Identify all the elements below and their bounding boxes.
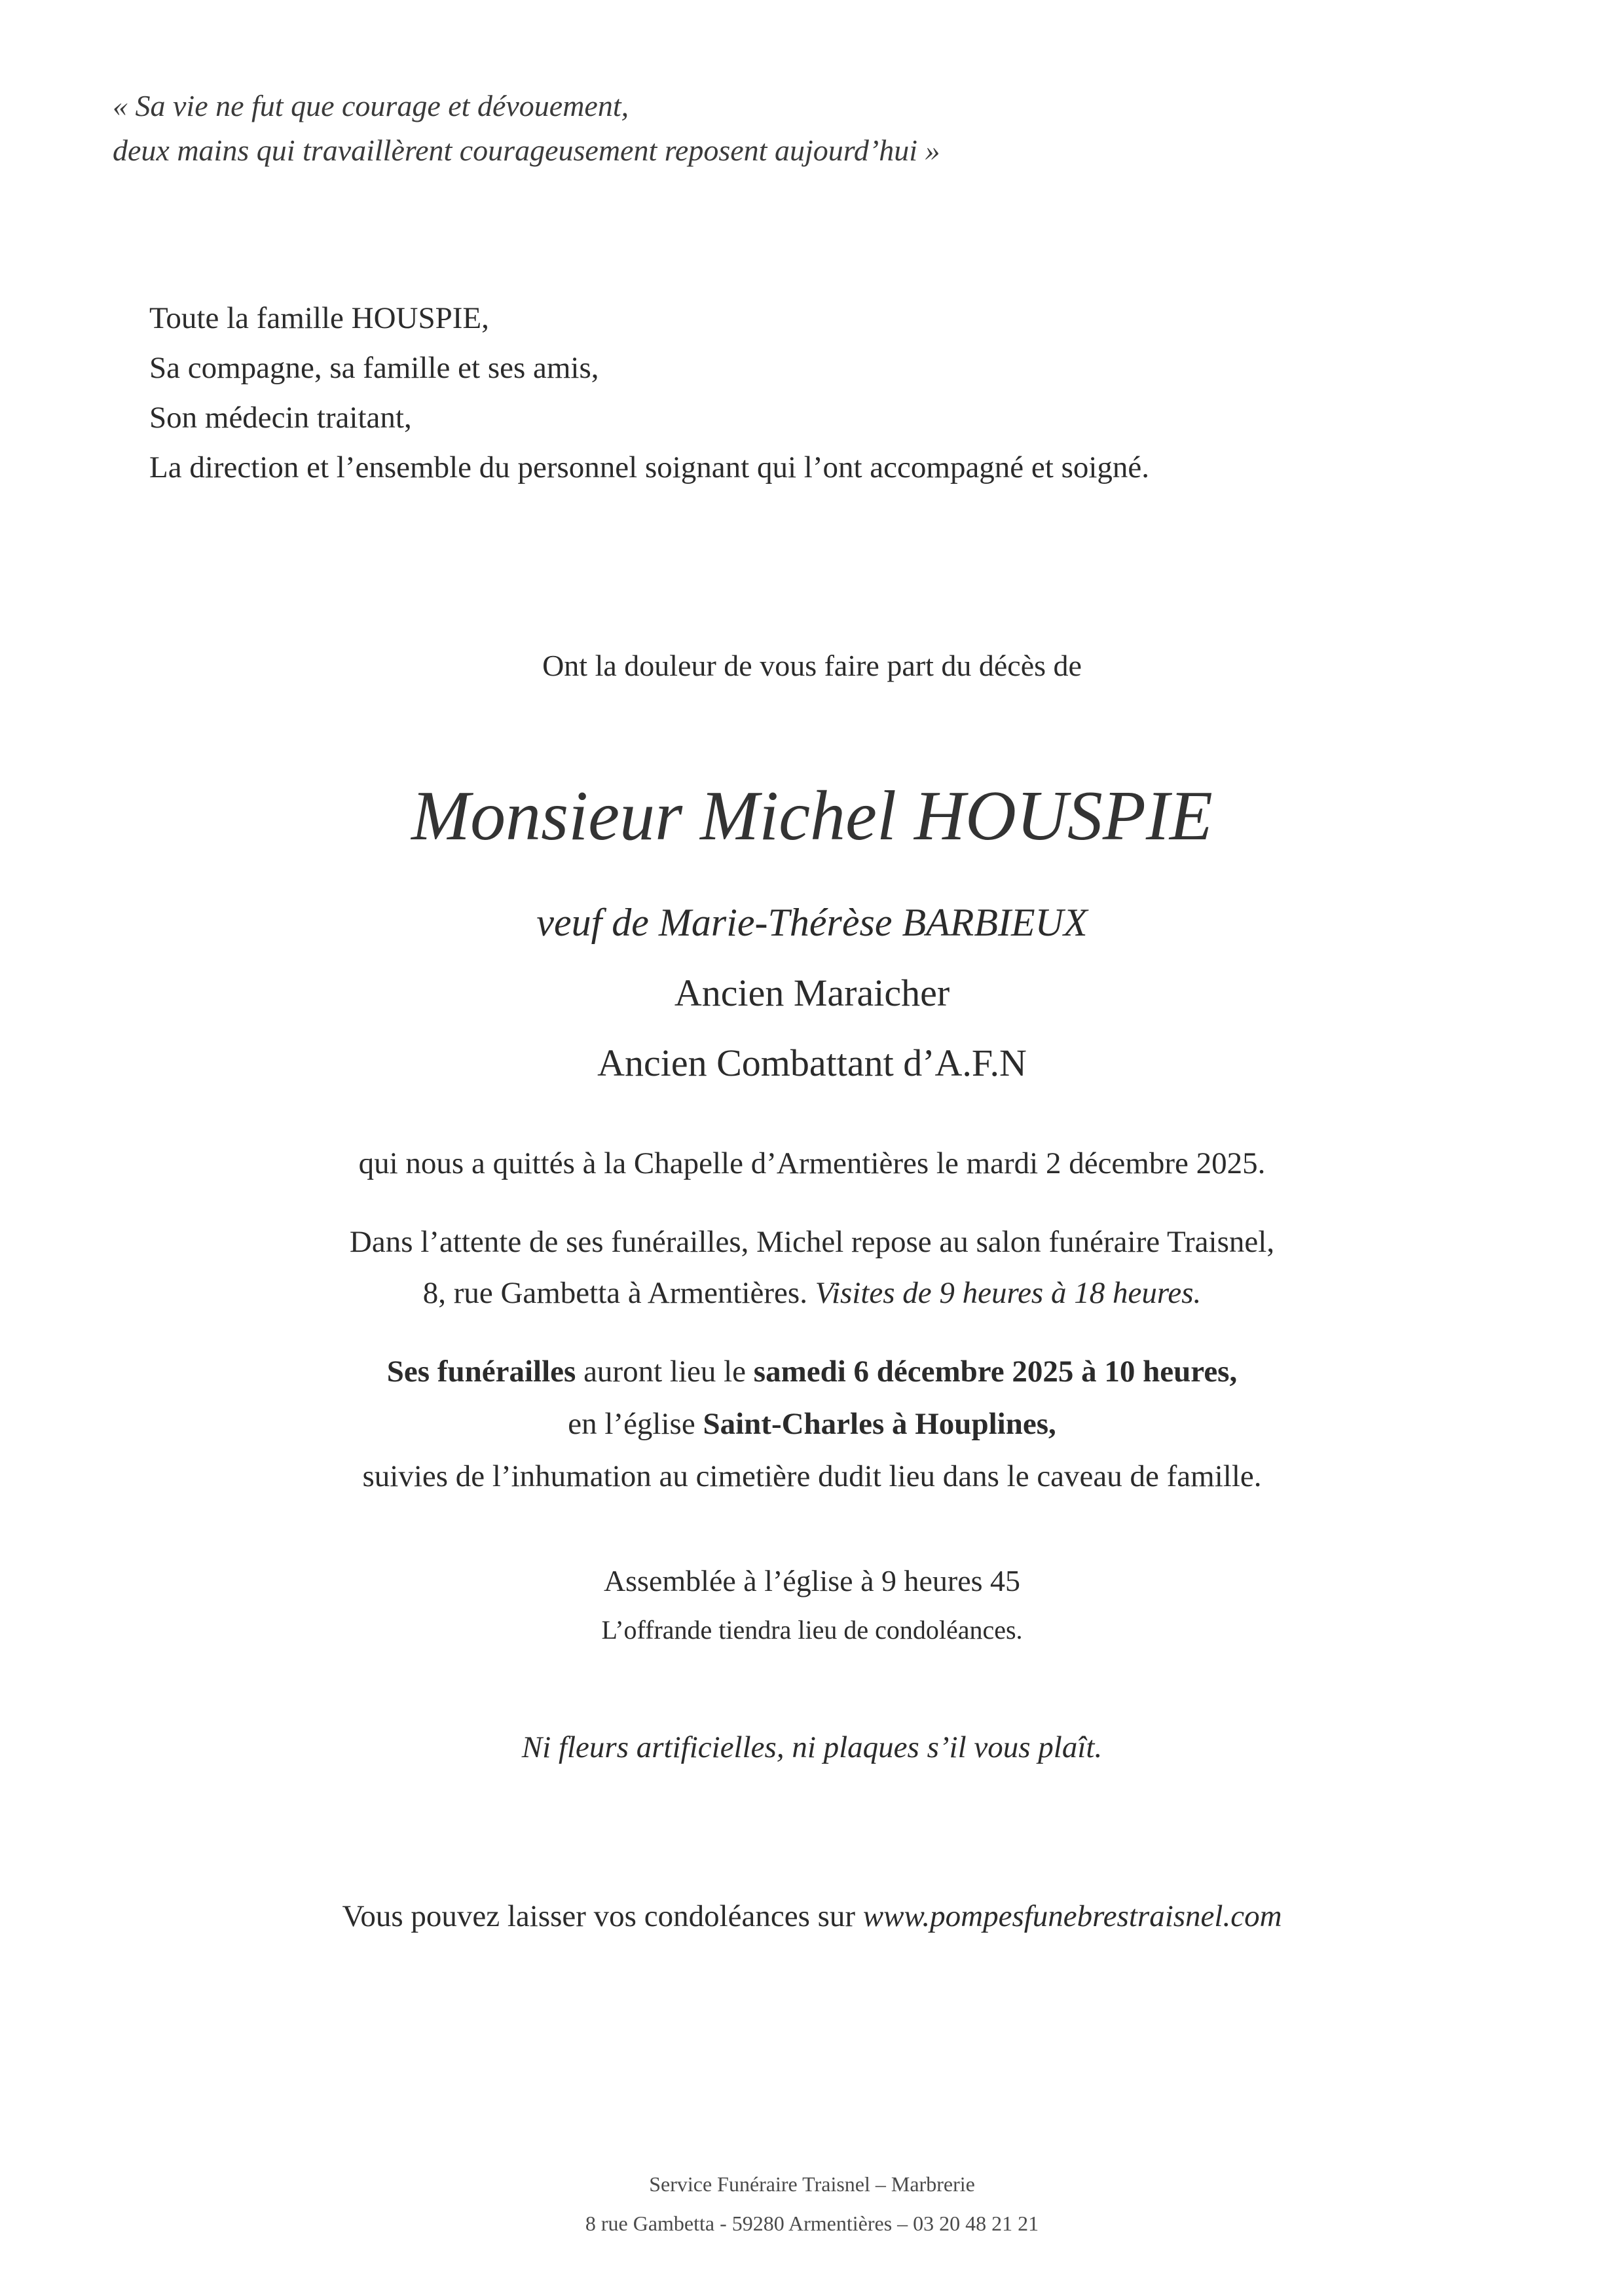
flowers-note: Ni fleurs artificielles, ni plaques s’il vous plaît. (521, 1730, 1103, 1764)
funeral-heading: Ses funérailles (386, 1355, 576, 1389)
footer-company: Service Funéraire Traisnel – Marbrerie (649, 2172, 975, 2196)
deceased-name: Monsieur Michel HOUSPIE (411, 777, 1213, 855)
epigraph-line-1: « Sa vie ne fut que courage et dévouement, (113, 89, 629, 122)
funeral-church: Saint-Charles à Houplines, (703, 1407, 1056, 1441)
funeral-line-1 (0, 1354, 1624, 1389)
assembly-time: Assemblée à l’église à 9 heures 45 (603, 1564, 1021, 1597)
footer-address: 8 rue Gambetta - 59280 Armentières – 03 20 48 21 21 (585, 2212, 1039, 2235)
funeral-church-prefix: en l’église (568, 1407, 703, 1441)
wake-line-2 (0, 1275, 1624, 1311)
announcement: Ont la douleur de vous faire part du décès de (542, 649, 1082, 682)
condolences-line (0, 1899, 1624, 1934)
condolences-website-link[interactable]: www.pompesfunebrestraisnel.com (862, 1899, 1282, 1933)
family-line: Sa compagne, sa famille et ses amis, (149, 351, 599, 385)
condolences-text: Vous pouvez laisser vos condoléances sur (342, 1899, 863, 1933)
family-line: Toute la famille HOUSPIE, (149, 301, 489, 335)
family-line: Son médecin traitant, (149, 401, 412, 435)
funeral-connector: auront lieu le (576, 1355, 754, 1389)
deceased-title-1: Ancien Maraicher (674, 972, 950, 1014)
deceased-title-2: Ancien Combattant d’A.F.N (597, 1042, 1027, 1084)
funeral-date: samedi 6 décembre 2025 à 10 heures, (753, 1355, 1238, 1389)
visiting-hours: Visites de 9 heures à 18 heures. (815, 1276, 1202, 1310)
passing-statement: qui nous a quittés à la Chapelle d’Armentières le mardi 2 décembre 2025. (358, 1146, 1266, 1180)
widow-of: veuf de Marie-Thérèse BARBIEUX (536, 901, 1088, 944)
family-list (149, 293, 1149, 492)
epigraph-line-2: deux mains qui travaillèrent courageusement reposent aujourd’hui » (113, 134, 940, 167)
offering-note: L’offrande tiendra lieu de condoléances. (601, 1615, 1023, 1645)
funeral-line-3: suivies de l’inhumation au cimetière dudit lieu dans le caveau de famille. (362, 1459, 1262, 1493)
family-line: La direction et l’ensemble du personnel soignant qui l’ont accompagné et soigné. (149, 450, 1150, 484)
funeral-line-2 (0, 1406, 1624, 1442)
wake-line-1: Dans l’attente de ses funérailles, Michel repose au salon funéraire Traisnel, (349, 1225, 1275, 1259)
epigraph-quote (113, 84, 940, 173)
wake-address: 8, rue Gambetta à Armentières. (422, 1276, 807, 1310)
